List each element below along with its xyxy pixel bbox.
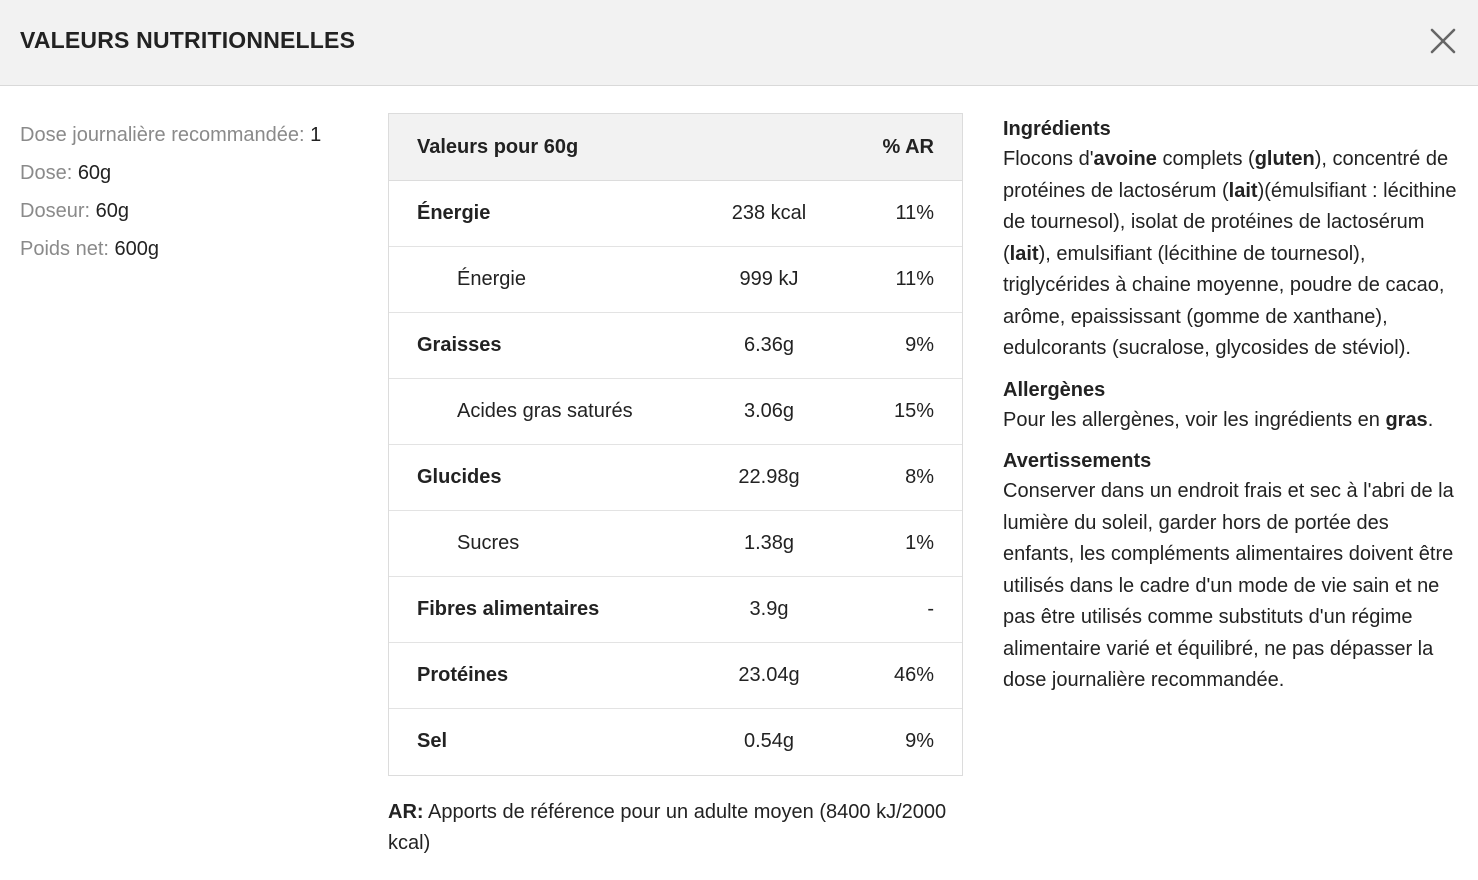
ingredients-text xyxy=(1003,144,1463,365)
allergen-highlight: gluten xyxy=(1254,148,1315,170)
modal-title: VALEURS NUTRITIONNELLES xyxy=(20,27,356,53)
nutrient-name: Sel xyxy=(417,730,448,752)
nutrition-row xyxy=(389,181,962,247)
nutrition-row xyxy=(389,445,962,511)
nutrient-ar: 9% xyxy=(905,730,934,752)
close-icon xyxy=(1424,22,1462,60)
meta-value: 60g xyxy=(77,162,112,184)
product-meta xyxy=(20,116,370,268)
footnote-text: Apports de référence pour un adulte moyen (8400 kJ/2000 kcal) xyxy=(388,801,947,854)
allergens-heading: Allergènes xyxy=(1003,378,1106,401)
nutrient-name: Acides gras saturés xyxy=(457,400,633,422)
meta-label: Dose journalière recommandée: xyxy=(20,124,311,146)
column-header-ar: % AR xyxy=(882,136,934,158)
close-button[interactable] xyxy=(1424,22,1462,60)
nutrient-name: Graisses xyxy=(417,334,502,356)
text-segment: Pour les allergènes, voir les ingrédients en xyxy=(1003,408,1386,431)
nutrient-value: 3.9g xyxy=(749,598,789,620)
warnings-section xyxy=(1003,446,1463,697)
meta-label: Dose: xyxy=(20,162,78,184)
text-segment: ), concentré de protéines de lactosérum ( xyxy=(1003,148,1449,202)
allergen-highlight: gras xyxy=(1385,408,1428,431)
meta-row xyxy=(20,192,370,230)
nutrient-value: 1.38g xyxy=(743,532,795,554)
meta-value: 1 xyxy=(310,124,322,146)
nutrient-ar: 46% xyxy=(893,664,934,686)
warnings-heading: Avertissements xyxy=(1003,450,1152,472)
nutrient-value: 238 kcal xyxy=(731,202,807,224)
meta-value: 600g xyxy=(114,238,160,260)
nutrient-ar: 15% xyxy=(893,400,934,422)
nutrient-value: 3.06g xyxy=(743,400,795,422)
nutrition-row xyxy=(389,577,962,643)
nutrient-value: 0.54g xyxy=(743,730,795,752)
meta-label: Poids net: xyxy=(20,238,115,260)
allergen-highlight: lait xyxy=(1009,242,1039,265)
ar-footnote xyxy=(388,797,948,859)
text-segment: )(émulsifiant : lécithine de tournesol), isolat de protéines de lactosérum ( xyxy=(1003,179,1457,265)
nutrition-row xyxy=(389,379,962,445)
nutrition-row xyxy=(389,313,962,379)
allergens-text xyxy=(1003,405,1463,437)
meta-row xyxy=(20,154,370,192)
ingredients-heading: Ingrédients xyxy=(1003,118,1111,140)
nutrition-table xyxy=(388,113,963,776)
text-segment: ), emulsifiant (lécithine de tournesol), triglycérides à chaine moyenne, poudre de cacao, arôme, epaississant (gomme de xanthane), edulcorants (sucralose, glycosides de stéviol). xyxy=(1003,242,1445,359)
nutrition-row xyxy=(389,247,962,313)
allergen-highlight: lait xyxy=(1228,179,1258,202)
column-header-values: Valeurs pour 60g xyxy=(417,136,579,158)
nutrient-name: Protéines xyxy=(417,664,509,686)
nutrient-value: 6.36g xyxy=(743,334,795,356)
nutrient-ar: 11% xyxy=(895,268,934,290)
nutrient-ar: 1% xyxy=(905,532,934,554)
product-info xyxy=(1003,114,1463,707)
text-segment: Flocons d' xyxy=(1003,148,1094,170)
nutrient-name: Fibres alimentaires xyxy=(417,598,600,620)
modal-header xyxy=(0,0,1478,86)
nutrition-row xyxy=(389,643,962,709)
warnings-text: Conserver dans un endroit frais et sec à l'abri de la lumière du soleil, garder hors de portée des enfants, les compléments alimentaires doivent être utilisés dans le cadre d'un mode de vie sain et ne pas être utilisés comme substituts d'un régime alimentaire varié et équilibré, ne pas dépasser la dose journalière recommandée. xyxy=(1003,480,1454,691)
nutrient-name: Énergie xyxy=(457,268,526,290)
nutrient-ar: 8% xyxy=(905,466,934,488)
text-segment: complets ( xyxy=(1156,148,1255,170)
allergen-highlight: avoine xyxy=(1093,148,1157,170)
nutrient-name: Glucides xyxy=(417,466,502,488)
nutrient-ar: 11% xyxy=(895,202,934,224)
nutrient-name: Énergie xyxy=(417,202,491,224)
nutrient-value: 22.98g xyxy=(738,466,800,488)
meta-label: Doseur: xyxy=(20,200,96,222)
nutrition-table-header xyxy=(389,114,962,181)
text-segment: . xyxy=(1427,408,1434,431)
nutrient-ar: 9% xyxy=(905,334,934,356)
meta-row xyxy=(20,116,370,154)
nutrition-row xyxy=(389,709,962,775)
allergens-section xyxy=(1003,375,1463,437)
meta-value: 60g xyxy=(95,200,129,222)
nutrition-row xyxy=(389,511,962,577)
footnote-label: AR: xyxy=(388,801,424,823)
nutrient-ar: - xyxy=(927,598,934,620)
ingredients-section xyxy=(1003,114,1463,365)
meta-row xyxy=(20,230,370,268)
nutrient-value: 999 kJ xyxy=(739,268,799,290)
nutrient-name: Sucres xyxy=(457,532,520,554)
nutrient-value: 23.04g xyxy=(738,664,800,686)
